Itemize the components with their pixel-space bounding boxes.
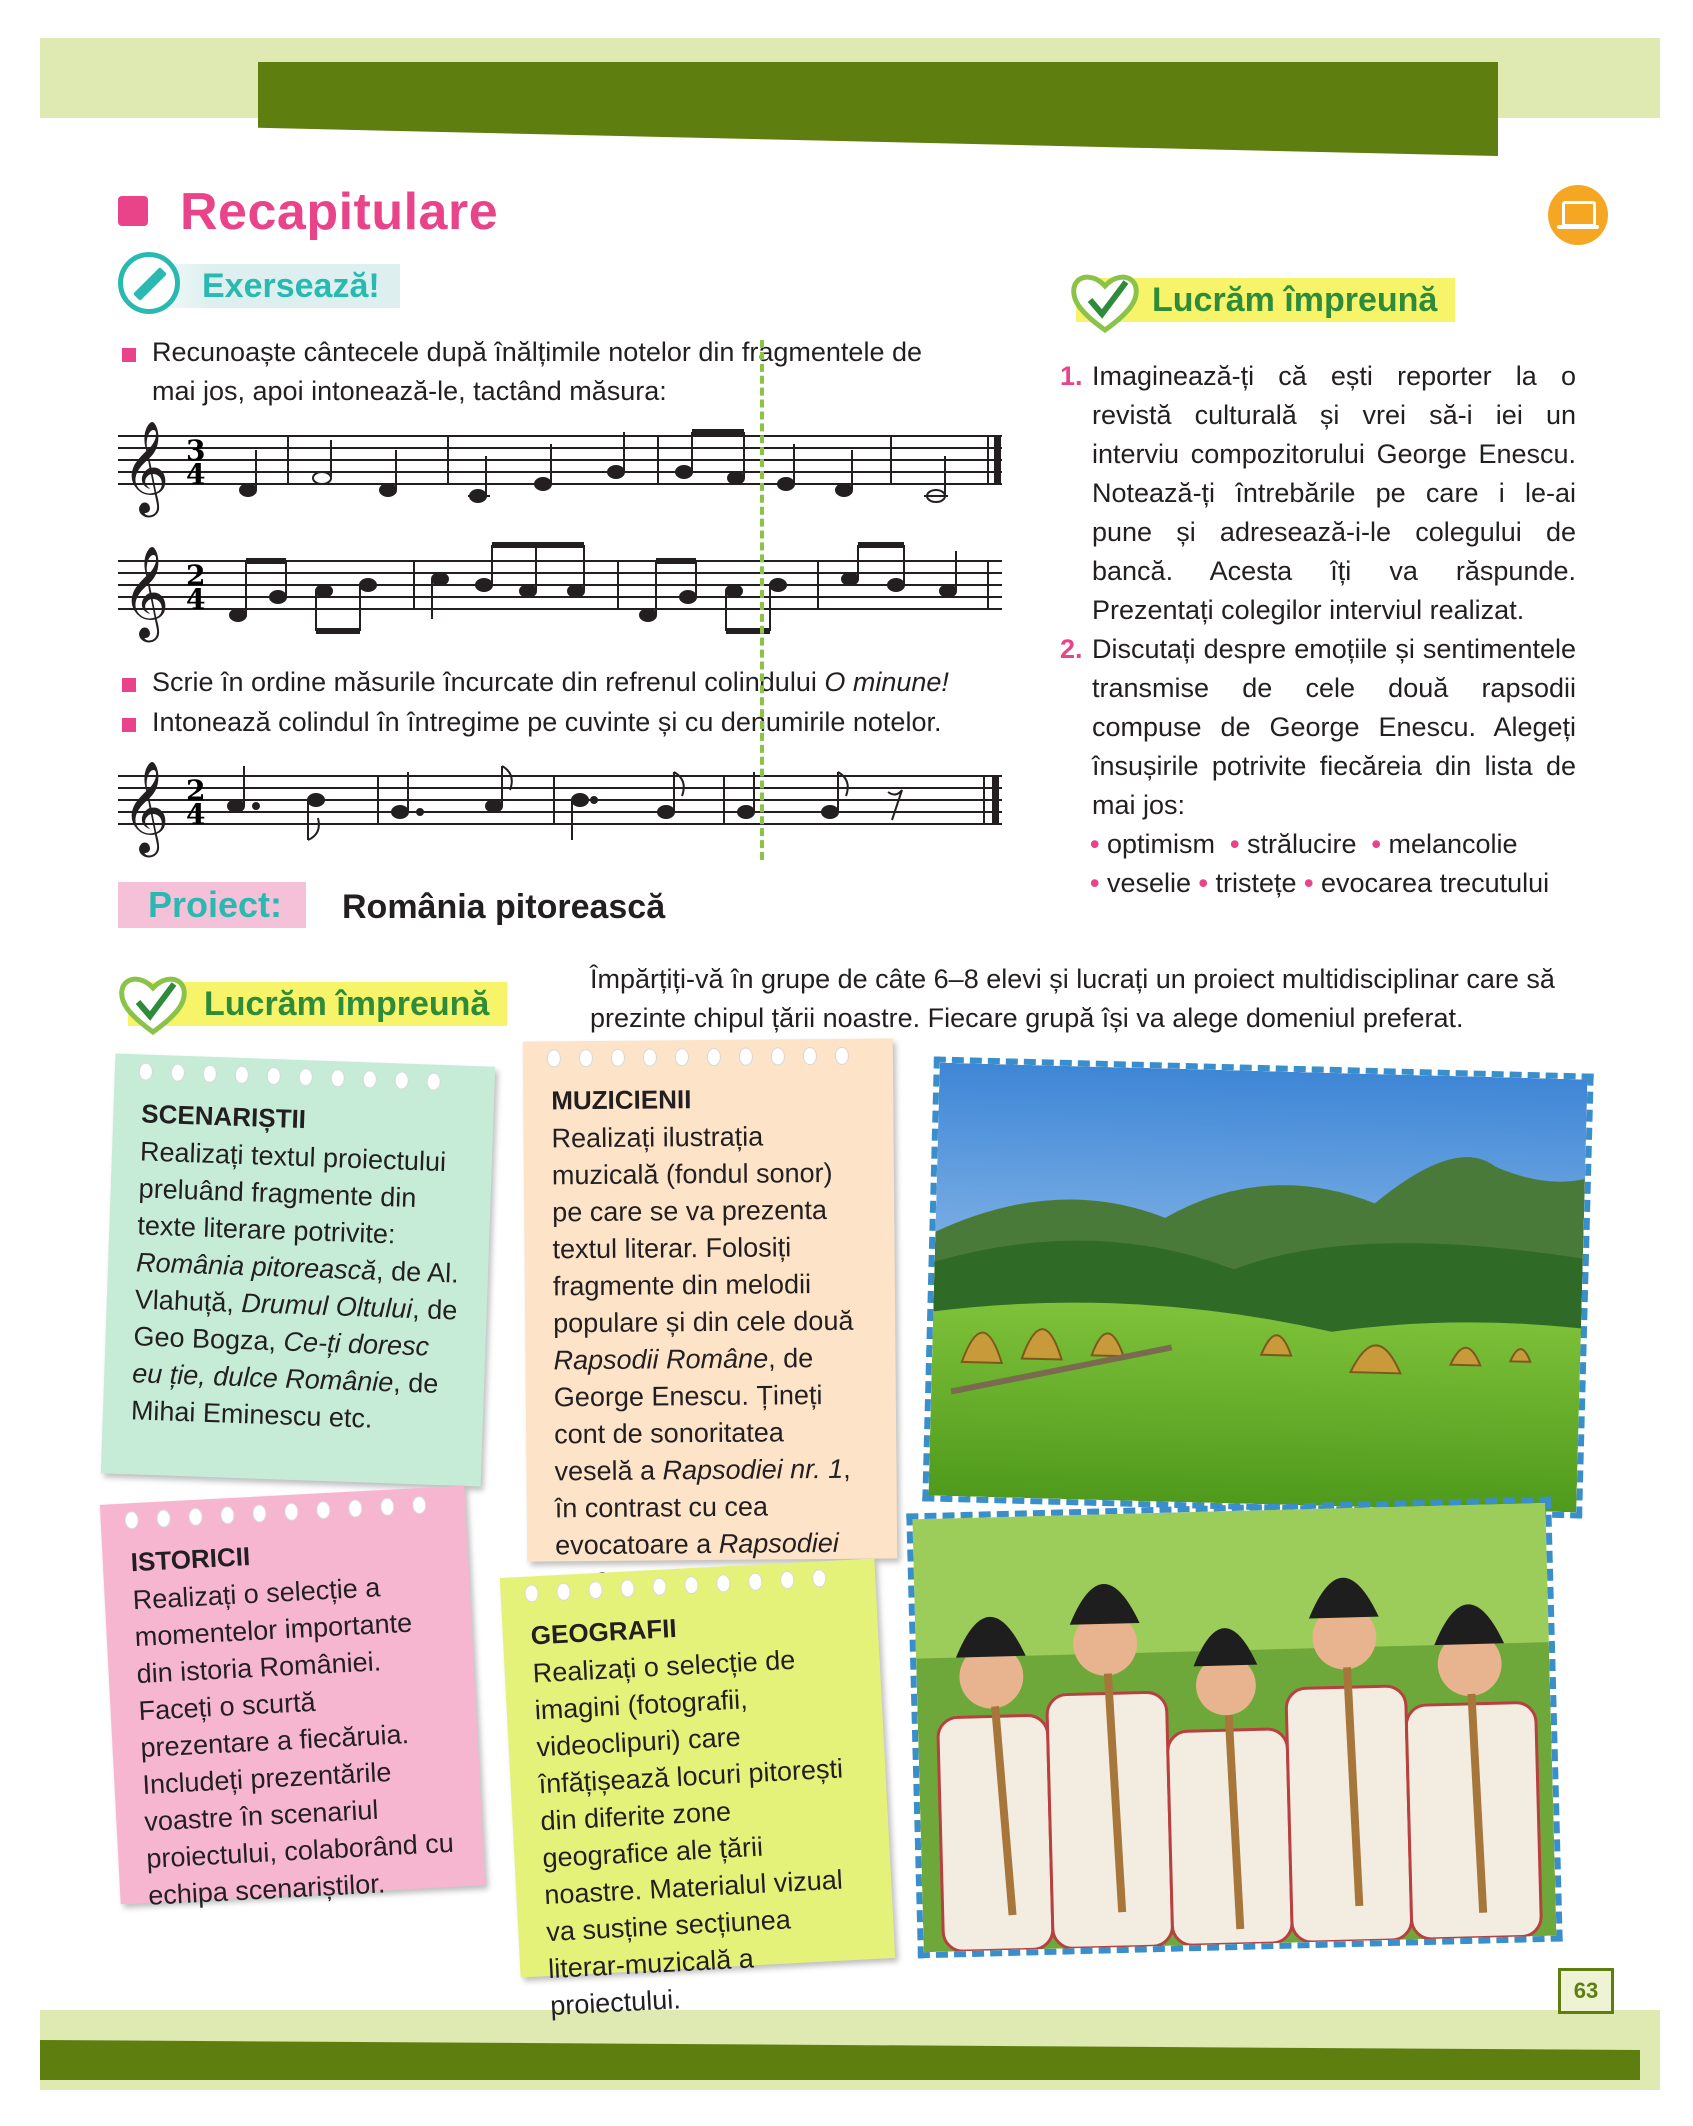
quality: veselie xyxy=(1106,868,1192,898)
music-staff-2 xyxy=(118,535,1008,645)
quality: strălucire xyxy=(1246,829,1357,859)
page-title: Recapitulare xyxy=(180,183,499,241)
note-text: Realizați o selecție de imagini (fotografii, videoclipuri) care înfățișează locuri pitorești din diferite zone geografice ale țării noastre. Materialul vizual va susține secțiunea literar-muzicală a proiectului. xyxy=(532,1644,844,2022)
note-muzicienii xyxy=(523,1038,898,1561)
note-scenaristii xyxy=(101,1053,495,1486)
svg-text:𝄞: 𝄞 xyxy=(122,420,170,513)
svg-text:4: 4 xyxy=(186,583,206,616)
column-divider xyxy=(760,340,764,860)
note-heading: ISTORICII xyxy=(130,1541,251,1578)
top-band-accent xyxy=(258,62,1498,156)
instruction-2: Scrie în ordine măsurile încurcate din refrenul colindului O minune! xyxy=(152,667,949,697)
svg-text:𝄞: 𝄞 xyxy=(122,760,170,853)
laptop-icon[interactable] xyxy=(1548,185,1608,245)
instruction-3: Intonează colindul în întregime pe cuvinte și cu denumirile notelor. xyxy=(152,707,942,737)
lucram-item-2: 2. xyxy=(1060,634,1083,664)
lucram-label-bottom: Lucrăm împreună xyxy=(128,982,507,1026)
heart-check-icon xyxy=(118,972,188,1036)
exerseaza-label: Exersează! xyxy=(128,264,400,308)
svg-text:4: 4 xyxy=(186,458,206,491)
svg-text:𝄞: 𝄞 xyxy=(122,545,170,638)
laptop-base xyxy=(1557,225,1599,229)
quality: optimism xyxy=(1106,829,1215,859)
note-heading: SCENARIȘTII xyxy=(140,1098,307,1135)
quality: tristețe xyxy=(1215,868,1297,898)
quality: melancolie xyxy=(1388,829,1518,859)
note-heading: GEOGRAFII xyxy=(530,1612,678,1651)
page-number: 63 xyxy=(1558,1968,1614,2014)
note-istoricii xyxy=(100,1486,485,1911)
bullet-marker xyxy=(122,678,136,692)
proiect-label: Proiect: xyxy=(118,882,306,928)
laptop-screen xyxy=(1562,201,1596,227)
instruction-1: Recunoaște cântecele după înălțimile notelor din fragmentele de mai jos, apoi intonează-le, tactând măsura: xyxy=(152,337,922,406)
pencil-icon xyxy=(118,252,180,314)
qualities-list: • optimism • strălucire • melancolie • veselie • tristețe • evocarea trecutului xyxy=(1090,829,1550,898)
note-geografii xyxy=(500,1558,895,2022)
lucram-item-1: 1. xyxy=(1060,361,1083,391)
time-signature-1: 3 xyxy=(186,434,206,467)
folk-musicians-photo xyxy=(906,1497,1562,1959)
heart-check-icon xyxy=(1070,270,1140,334)
bullet-marker xyxy=(122,718,136,732)
svg-text:4: 4 xyxy=(186,798,206,831)
quality: evocarea trecutului xyxy=(1321,868,1550,898)
music-staff-1 xyxy=(118,410,1008,520)
note-text: Realizați textul proiectului preluând fragmente din texte literare potrivite: România pitorească, de Al. Vlahuță, Drumul Oltului, de Geo Bogza, Ce-ți doresc eu ție, dulce Românie, de Mihai Eminescu etc. xyxy=(130,1136,460,1434)
note-heading: MUZICIENII xyxy=(551,1084,692,1116)
music-staff-3 xyxy=(118,750,1008,860)
title-marker xyxy=(118,196,148,226)
lucram-label-top: Lucrăm împreună xyxy=(1076,278,1455,322)
note-text: Realizați ilustrația muzicală (fondul sonor) pe care se va prezenta textul literar. Folosiți fragmente din melodii populare și din cele două Rapsodii Române, de George Enescu. Țineți cont de sonoritatea veselă a Rapsodiei nr. 1, în contrast cu cea evocatoare a Rapsodiei xyxy=(551,1121,854,1561)
note-text: Realizați o selecție a momentelor importante din istoria României. Faceți o scurtă prezentare a fiecăruia. Includeți prezentările voastre în scenariul proiectului, colaborând cu echipa scenariștilor. xyxy=(132,1572,455,1911)
time-signature-2: 2 xyxy=(186,559,206,592)
project-intro: Împărțiți-vă în grupe de câte 6–8 elevi și lucrați un proiect multidisciplinar care să prezinte chipul țării noastre. Fiecare grupă își va alege domeniul preferat. xyxy=(590,964,1555,1033)
landscape-photo xyxy=(922,1056,1593,1518)
lucram-item-1-text: Imaginează-ți că ești reporter la o revistă culturală și vrei să-i iei un interviu compozitorului George Enescu. Notează-ți întrebările pe care i le-ai pune și adresează-i-le colegului de bancă. Acesta îți va răspunde. Prezentați colegilor interviul realizat. xyxy=(1092,361,1576,625)
lucram-item-2-text: Discutați despre emoțiile și sentimentele transmise de cele două rapsodii compuse de George Enescu. Alegeți însușirile potrivite fiecăreia din lista de mai jos: xyxy=(1092,634,1576,820)
bullet-marker xyxy=(122,348,136,362)
time-signature-3: 2 xyxy=(186,774,206,807)
proiect-title: România pitorească xyxy=(342,888,666,926)
